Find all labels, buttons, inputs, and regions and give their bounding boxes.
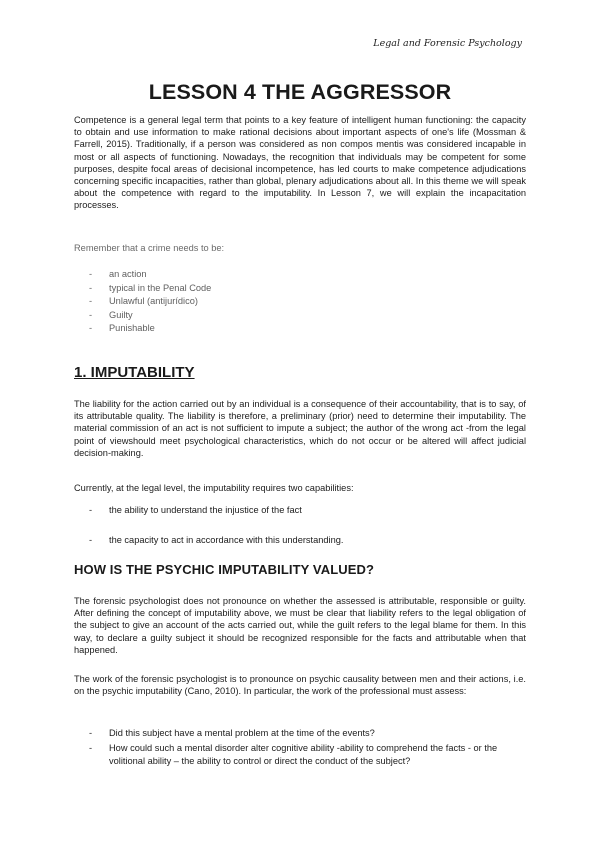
lesson-title: LESSON 4 THE AGGRESSOR bbox=[148, 80, 452, 104]
list-item: - typical in the Penal Code bbox=[89, 282, 212, 293]
assessment-questions-list bbox=[89, 727, 526, 768]
list-item: - Punishable bbox=[89, 323, 155, 333]
list-item: - Guilty bbox=[89, 309, 133, 320]
crime-requirements-list bbox=[89, 268, 211, 336]
reminder-text: Remember that a crime needs to be: bbox=[74, 243, 225, 253]
list-item: - Did this subject have a mental problem at the time of the events? bbox=[89, 728, 375, 738]
section-heading-imputability: 1. IMPUTABILITY bbox=[74, 364, 195, 381]
running-header: Legal and Forensic Psychology bbox=[373, 38, 522, 49]
capabilities-intro: Currently, at the legal level, the imputability requires two capabilities: bbox=[74, 483, 354, 493]
capabilities-list bbox=[89, 504, 343, 548]
list-item: - an action bbox=[89, 269, 147, 279]
imputability-paragraph: The liability for the action carried out by an individual is a consequence of their accountability, that is to say, of its attributable quality. The liability is therefore, a preliminary (prior) need to determine their imputability. The material commission of an act is not sufficient to impute a subject; the author of the wrong act -from the legal point of viewshould meet psychological characteristics, which do not occur or be altered will affect judicial decision-making. bbox=[74, 399, 526, 458]
list-item: - How could such a mental disorder alter cognitive ability -ability to comprehend the facts - or the volitional ability – the ability to control or direct the conduct of the subject? bbox=[89, 743, 498, 766]
section-heading-psychic-imputability: HOW IS THE PSYCHIC IMPUTABILITY VALUED? bbox=[74, 562, 375, 577]
list-item: - the capacity to act in accordance with this understanding. bbox=[89, 535, 344, 545]
intro-paragraph: Competence is a general legal term that points to a key feature of intelligent human functioning: the capacity to obtain and use information to make rational decisions about important aspects of one's life (Mossman & Farrell, 2015). Traditionally, if a person was considered as non compos mentis was considered incapable in most or all aspects of functioning. Nowadays, the recognition that individuals may be competent for some purposes, despite focal areas of decisional incompetence, has led courts to make competence adjudications concerning specific incapacities, rather than global, plenary adjudications about all. In this theme we will speak about the competence with regard to the imputability. In Lesson 7, we will explain the incapacitation processes. bbox=[74, 115, 526, 211]
psychologist-role-paragraph: The forensic psychologist does not pronounce on whether the assessed is attributable, responsible or guilty. After defining the concept of imputability above, we must be clear that liability refers to the legal obligation of the subject to give an account of the acts carried out, while the guilt refers to the legal blame for them. In this way, to declare a guilty subject it should be recognized responsible for the facts and attributable when that happened. bbox=[74, 596, 526, 655]
assessment-paragraph: The work of the forensic psychologist is to pronounce on psychic causality between men and their actions, i.e. on the psychic imputability (Cano, 2010). In particular, the work of the professional must assess: bbox=[74, 674, 526, 697]
list-item: - Unlawful (antijurídico) bbox=[89, 296, 198, 306]
list-item: - the ability to understand the injustice of the fact bbox=[89, 505, 302, 515]
